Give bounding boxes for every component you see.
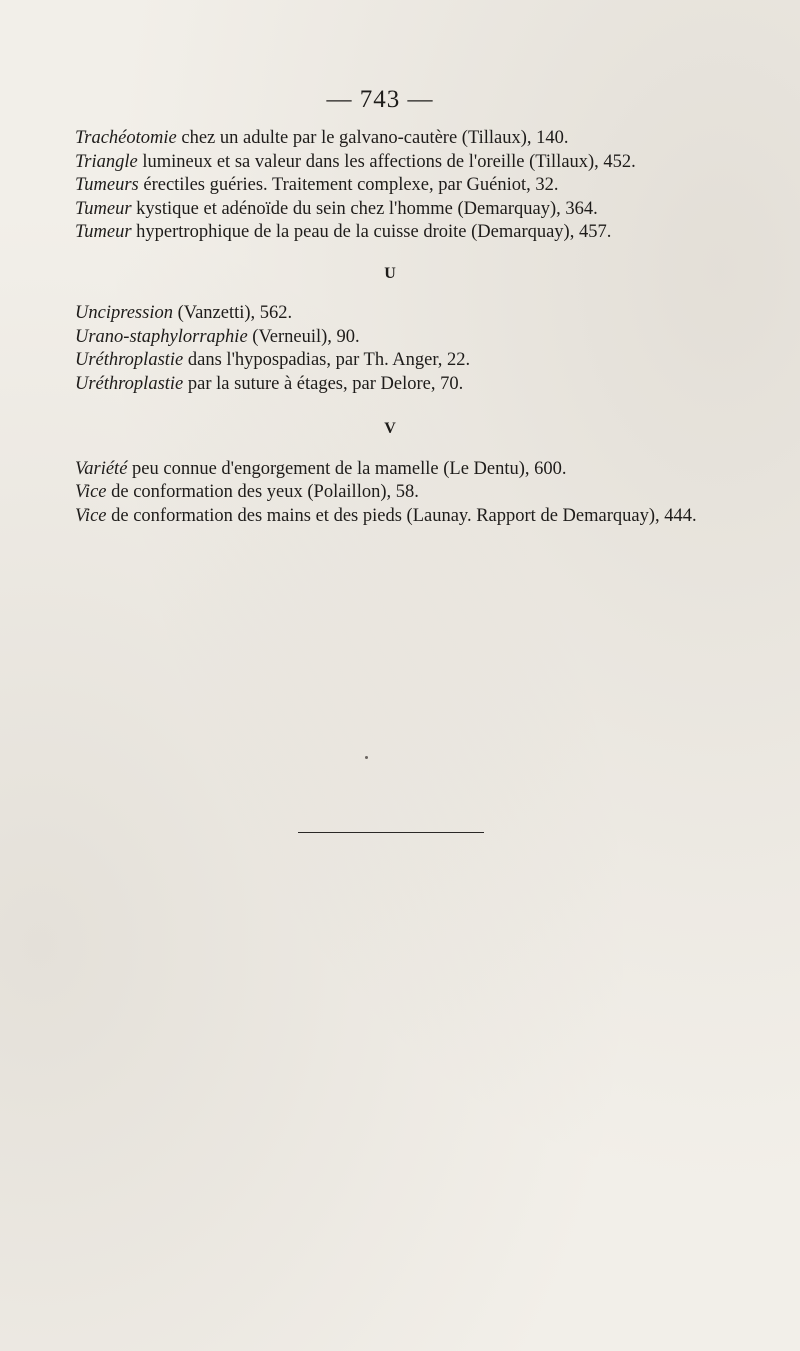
index-entry: [75, 349, 705, 373]
index-entry: [75, 373, 705, 397]
entry-term: Vice: [75, 482, 107, 502]
entry-term: Uncipression: [75, 303, 173, 323]
entry-text: érectiles guéries. Traitement complexe, par Guéniot, 32.: [138, 175, 559, 195]
entry-text: dans l'hypospadias, par Th. Anger, 22.: [183, 350, 471, 370]
index-entry: [75, 221, 705, 245]
index-entry: [75, 326, 705, 350]
entry-term: Triangle: [75, 151, 138, 172]
index-entry: [75, 458, 705, 482]
index-entry: [75, 302, 705, 326]
index-entry: [75, 151, 705, 175]
entry-text: (Verneuil), 90.: [247, 326, 360, 347]
index-entry: [75, 127, 705, 151]
entry-term: Tumeurs: [75, 175, 139, 195]
index-entries: [75, 127, 705, 528]
entry-term: Trachéotomie: [75, 128, 177, 148]
section-letter-u: U: [384, 264, 396, 282]
index-entry: [75, 198, 705, 222]
entry-term: Uréthroplastie: [75, 373, 184, 394]
entry-text: peu connue d'engorgement de la mamelle (Le Dentu), 600.: [127, 458, 567, 479]
entry-text: de conformation des yeux (Polaillon), 58.: [106, 482, 419, 502]
entry-text: kystique et adénoïde du sein chez l'homme (Demarquay), 364.: [131, 198, 598, 219]
entry-term: Tumeur: [75, 198, 132, 219]
page-number: — 743 —: [326, 86, 434, 113]
entry-text: par la suture à étages, par Delore, 70.: [183, 373, 464, 394]
entry-text: de conformation des mains et des pieds (Launay. Rapport de Demarquay), 444.: [106, 505, 697, 526]
ink-speck: [365, 756, 368, 759]
entry-text: lumineux et sa valeur dans les affections de l'oreille (Tillaux), 452.: [137, 151, 636, 172]
entry-text: chez un adulte par le galvano-cautère (Tillaux), 140.: [176, 128, 569, 148]
entry-text: hypertrophique de la peau de la cuisse droite (Demarquay), 457.: [131, 222, 612, 242]
end-rule: [298, 832, 484, 833]
entry-term: Tumeur: [75, 222, 132, 242]
index-entry: [75, 174, 705, 198]
entry-text: (Vanzetti), 562.: [172, 303, 293, 323]
entry-term: Urano-staphylorraphie: [75, 326, 248, 347]
entry-term: Vice: [75, 505, 107, 526]
entry-term: Variété: [75, 458, 128, 479]
index-entry: [75, 505, 705, 529]
section-letter-v: V: [384, 420, 396, 437]
entry-term: Uréthroplastie: [75, 350, 184, 370]
index-entry: [75, 481, 705, 505]
